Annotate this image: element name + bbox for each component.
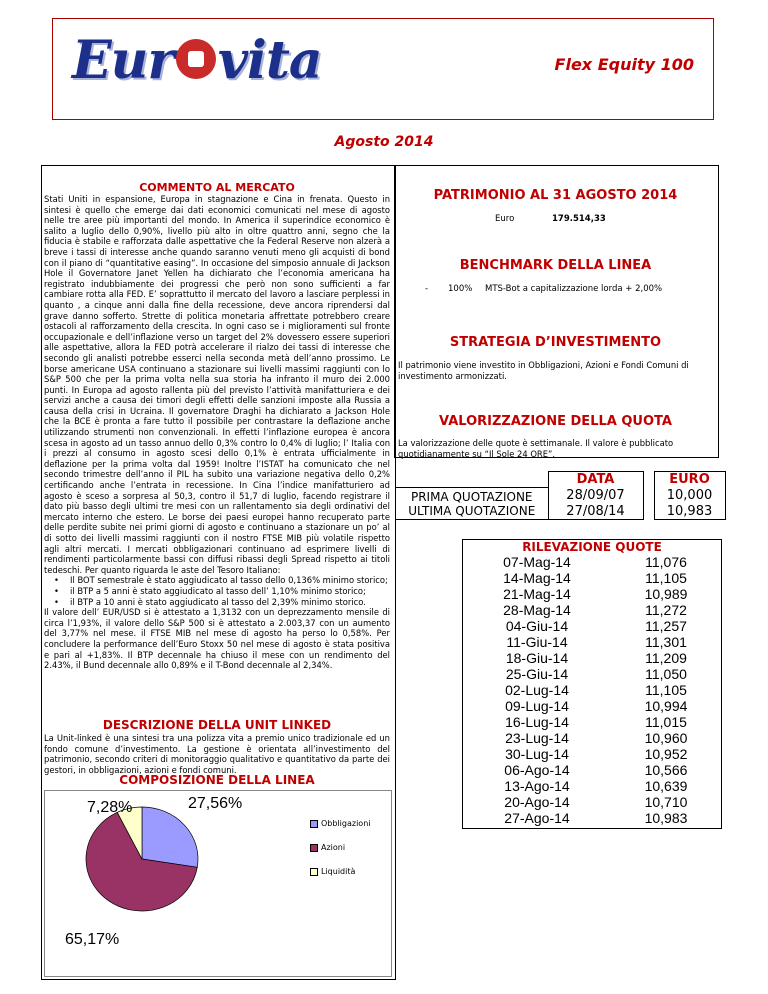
rilevazione-value: 10,994 — [644, 698, 688, 714]
pie-label-obbligazioni: 27,56% — [188, 795, 243, 812]
rilevazione-value: 10,566 — [644, 762, 688, 778]
legend-label: Azioni — [321, 843, 346, 852]
patrimonio-amount: 179.514,33 — [552, 214, 606, 224]
rilevazione-row — [463, 778, 721, 794]
unit-linked-body: La Unit-linked è una sintesi tra una polizza vita a premio unico tradizionale ed un fondo comune d’investimento. La gestione è orientata all’investimento del patrimonio, secondo criteri di monitoraggio qualitativo e quantitativo da parte dei gestori, in obbligazioni, azioni e fondi comuni. — [44, 733, 390, 775]
rilevazione-row — [463, 714, 721, 730]
quote-header-euro: EURO — [654, 472, 725, 488]
rilevazione-value: 10,639 — [644, 778, 688, 794]
rilevazione-date: 21-Mag-14 — [503, 586, 571, 602]
rilevazione-value: 11,301 — [645, 634, 687, 650]
strategia-body: Il patrimonio viene investito in Obbligazioni, Azioni e Fondi Comuni di investimento armonizzati. — [398, 360, 689, 381]
legend-label: Obbligazioni — [321, 819, 371, 828]
quote-date: 27/08/14 — [548, 504, 643, 520]
rilevazione-table — [463, 554, 721, 826]
quote-header-blank — [396, 472, 549, 488]
rilevazione-row — [463, 554, 721, 570]
quote-table — [395, 471, 726, 520]
rilevazione-date: 09-Lug-14 — [505, 698, 569, 714]
rilevazione-row — [463, 586, 721, 602]
pie-slice-obbligazioni — [142, 807, 198, 867]
strategia-title: STRATEGIA D’INVESTIMENTO — [449, 335, 662, 350]
rilevazione-date: 27-Ago-14 — [504, 810, 570, 826]
bullet-item: • Il BOT semestrale è stato aggiudicato al tasso dello 0,136% minimo storico; — [70, 575, 390, 586]
rilevazione-date: 02-Lug-14 — [505, 682, 569, 698]
rilevazione-row — [463, 794, 721, 810]
unit-linked-title: DESCRIZIONE DELLA UNIT LINKED — [102, 718, 332, 732]
rilevazione-row — [463, 682, 721, 698]
rilevazione-row — [463, 666, 721, 682]
rilevazione-date: 14-Mag-14 — [503, 570, 571, 586]
rilevazione-value: 11,050 — [645, 666, 687, 682]
rilevazione-row — [463, 762, 721, 778]
rilevazione-row — [463, 746, 721, 762]
eurovita-logo: Eur vita — [72, 30, 322, 91]
rilevazione-value: 11,105 — [645, 570, 687, 586]
valorizzazione-title: VALORIZZAZIONE DELLA QUOTA — [439, 414, 672, 429]
rilevazione-date: 07-Mag-14 — [503, 554, 571, 570]
rilevazione-value: 11,272 — [645, 602, 687, 618]
benchmark-desc: MTS-Bot a capitalizzazione lorda + 2,00% — [485, 284, 663, 294]
benchmark-title: BENCHMARK DELLA LINEA — [459, 258, 652, 273]
valorizzazione-body: La valorizzazione delle quote è settimanale. Il valore è pubblicato quotidianamente su “Il Sole 24 ORE”. — [398, 438, 674, 459]
rilevazione-date: 13-Ago-14 — [504, 778, 570, 794]
rilevazione-date: 20-Ago-14 — [504, 794, 570, 810]
rilevazione-value: 11,257 — [645, 618, 687, 634]
rilevazione-value: 11,105 — [645, 682, 687, 698]
product-name: Flex Equity 100 — [554, 55, 694, 74]
rilevazione-row — [463, 810, 721, 826]
legend-swatch — [310, 820, 318, 828]
rilevazione-date: 23-Lug-14 — [505, 730, 569, 746]
commento-title: COMMENTO AL MERCATO — [139, 181, 295, 194]
rilevazione-date: 04-Giu-14 — [505, 618, 569, 634]
rilevazione-date: 16-Lug-14 — [505, 714, 569, 730]
rilevazione-row — [463, 618, 721, 634]
rilevazione-row — [463, 634, 721, 650]
commento-section — [44, 194, 390, 671]
quote-date: 28/09/07 — [548, 487, 643, 504]
pie-label-liquidita: 7,28% — [87, 799, 133, 816]
quote-label: ULTIMA QUOTAZIONE — [396, 504, 549, 520]
rilevazione-row — [463, 602, 721, 618]
rilevazione-value: 10,710 — [644, 794, 688, 810]
report-period: Agosto 2014 — [334, 134, 434, 150]
rilevazione-value: 11,076 — [645, 554, 687, 570]
rilevazione-row — [463, 570, 721, 586]
commento-body2: Il valore dell’ EUR/USD si è attestato a 1,3132 con un deprezzamento mensile di circa l’1,93%, il valore dello S&P 500 si è attestato a 2.003,37 con un aumento del 3,77% nel mese. il FTSE MIB nel mese di agosto ha perso lo 0,58%. Per concludere la performance dell’Euro Stoxx 50 nel mese di agosto è stata positiva e pari al +1,83%. Il BTP decennale ha chiuso il mese con un rendimento del 2.43%, il Bund decennale allo 0,89% e il T-Bond decennale al 2,34%. — [44, 607, 390, 671]
rilevazione-date: 18-Giu-14 — [505, 650, 569, 666]
legend-item — [310, 843, 345, 852]
legend-item — [310, 819, 371, 828]
pie-label-azioni: 65,17% — [65, 931, 120, 948]
rilevazione-date: 06-Ago-14 — [504, 762, 570, 778]
rilevazione-date: 28-Mag-14 — [503, 602, 571, 618]
gear-icon — [176, 39, 216, 79]
pie-chart-box — [44, 790, 392, 977]
bullet-list — [44, 575, 390, 607]
bullet-item: • il BTP a 10 anni è stato aggiudicato al tasso del 2,39% minimo storico. — [70, 597, 390, 608]
rilevazione-value: 10,960 — [644, 730, 688, 746]
composizione-title: COMPOSIZIONE DELLA LINEA — [119, 773, 315, 787]
commento-body1: Stati Uniti in espansione, Europa in stagnazione e Cina in frenata. Questo in sintesi è quello che emerge dai dati economici comunicati nel mese di agosto nelle tre aree più importanti del mondo. In America il superindice economico è salito a luglio dello 0,90%, livello più alto in oltre quattro anni, segno che la fiducia è stabile e rafforzata dalle aspettative che la Federal Reserve non alzerà a breve i tassi di interesse anche quando saranno venuti meno gli acquisti di bond con il piano di “quantitative easing”. In occasione del simposio annuale di Jackson Hole il Governatore Janet Yellen ha dichiarato che l’economia americana ha registrato indubbiamente dei progressi che però non sono sufficienti a far cambiare rotta alla FED. E’ soprattutto il mercato del lavoro a lasciare perplessi in quanto , a cinque anni dalla fine della recessione, deve ancora riprendersi dal grave danno sofferto. Strette di politica monetaria affrettate potrebbero creare ostacoli al rafforzamento della crescita. In ogni caso se i miglioramenti sul fronte occupazionale e dell’inflazione verso un target del 2% dovessero essere superiori alle aspettative, allora la FED potrà accelerare il rialzo dei tassi di interesse che secondo gli analisti potrebbe esserci nella seconda metà dell’anno prossimo. Le borse americane USA continuano a stazionare sui livelli massimi raggiunti con lo S&P 500 che per la prima volta nella sua storia ha infranto il muro dei 2.000 punti. In Europa ad agosto rallenta più del previsto l’attività manifatturiera e dei servizi anche a causa dei timori degli effetti delle sanzioni imposte alla Russia a causa della crisi in Ucraina. Il governatore Draghi ha dichiarato a Jackson Hole che la BCE è pronta a fare tutto il possibile per contrastare la deflazione anche utilizzando strumenti non convenzionali. In effetti l’inflazione europea è ancora scesa in agosto ad un tasso annuo dello 0,3% contro lo 0,4% di luglio; l’ Italia con i prezzi al consumo in agosto scesi dello 0,1% è entrata ufficialmente in deflazione per la prima volta dal 1959! Inoltre l’ISTAT ha comunicato che nel secondo trimestre dell’anno il PIL ha subito una variazione negativa dello 0,2% certificando anche l’entrata in recessione. In Cina l’indice manifatturiero ad agosto è sceso a sorpresa al 50,3, contro il 51,7 di luglio, facendo registrare il dato più basso degli ultimi tre mesi con un rallentamento sia degli ordinativi del mercato interno che estero. Le borse dei paesi europei hanno recuperato parte delle perdite subite nei primi giorni di agosto e continuano a stazionare un po’ al di sotto dei livelli massimi raggiunti con il nostro FTSE MIB più volatile rispetto agli altri mercati. I mercati obbligazionari continuano ad esprimere livelli di rendimenti particolarmente bassi con diffusi ribassi degli Spread rispetto ai titoli tedeschi. Per quanto riguarda le aste del Tesoro Italiano: — [44, 194, 390, 575]
patrimonio-currency: Euro — [495, 214, 515, 224]
legend-item — [310, 867, 355, 876]
benchmark-pct: 100% — [448, 284, 473, 294]
quote-label: PRIMA QUOTAZIONE — [396, 487, 549, 504]
rilevazione-date: 25-Giu-14 — [505, 666, 569, 682]
rilevazione-value: 11,015 — [645, 714, 687, 730]
rilevazione-title: RILEVAZIONE QUOTE — [522, 540, 662, 554]
benchmark-dash: - — [425, 284, 429, 294]
rilevazione-value: 10,983 — [644, 810, 688, 826]
rilevazione-value: 10,952 — [644, 746, 688, 762]
rilevazione-value: 10,989 — [644, 586, 688, 602]
rilevazione-row — [463, 730, 721, 746]
legend-label: Liquidità — [321, 867, 356, 876]
rilevazione-date: 30-Lug-14 — [505, 746, 569, 762]
rilevazione-row — [463, 698, 721, 714]
rilevazione-date: 11-Giu-14 — [506, 634, 568, 650]
bullet-item: • il BTP a 5 anni è stato aggiudicato al tasso dell’ 1,10% minimo storico; — [70, 586, 390, 597]
quote-value: 10,983 — [654, 504, 725, 520]
quote-value: 10,000 — [654, 487, 725, 504]
legend-swatch — [310, 868, 318, 876]
patrimonio-title: PATRIMONIO AL 31 AGOSTO 2014 — [433, 188, 678, 203]
rilevazione-row — [463, 650, 721, 666]
rilevazione-value: 11,209 — [645, 650, 687, 666]
quote-header-data: DATA — [548, 472, 643, 488]
quote-table-grid — [395, 471, 726, 520]
legend-swatch — [310, 844, 318, 852]
rilevazione-box — [462, 539, 722, 829]
